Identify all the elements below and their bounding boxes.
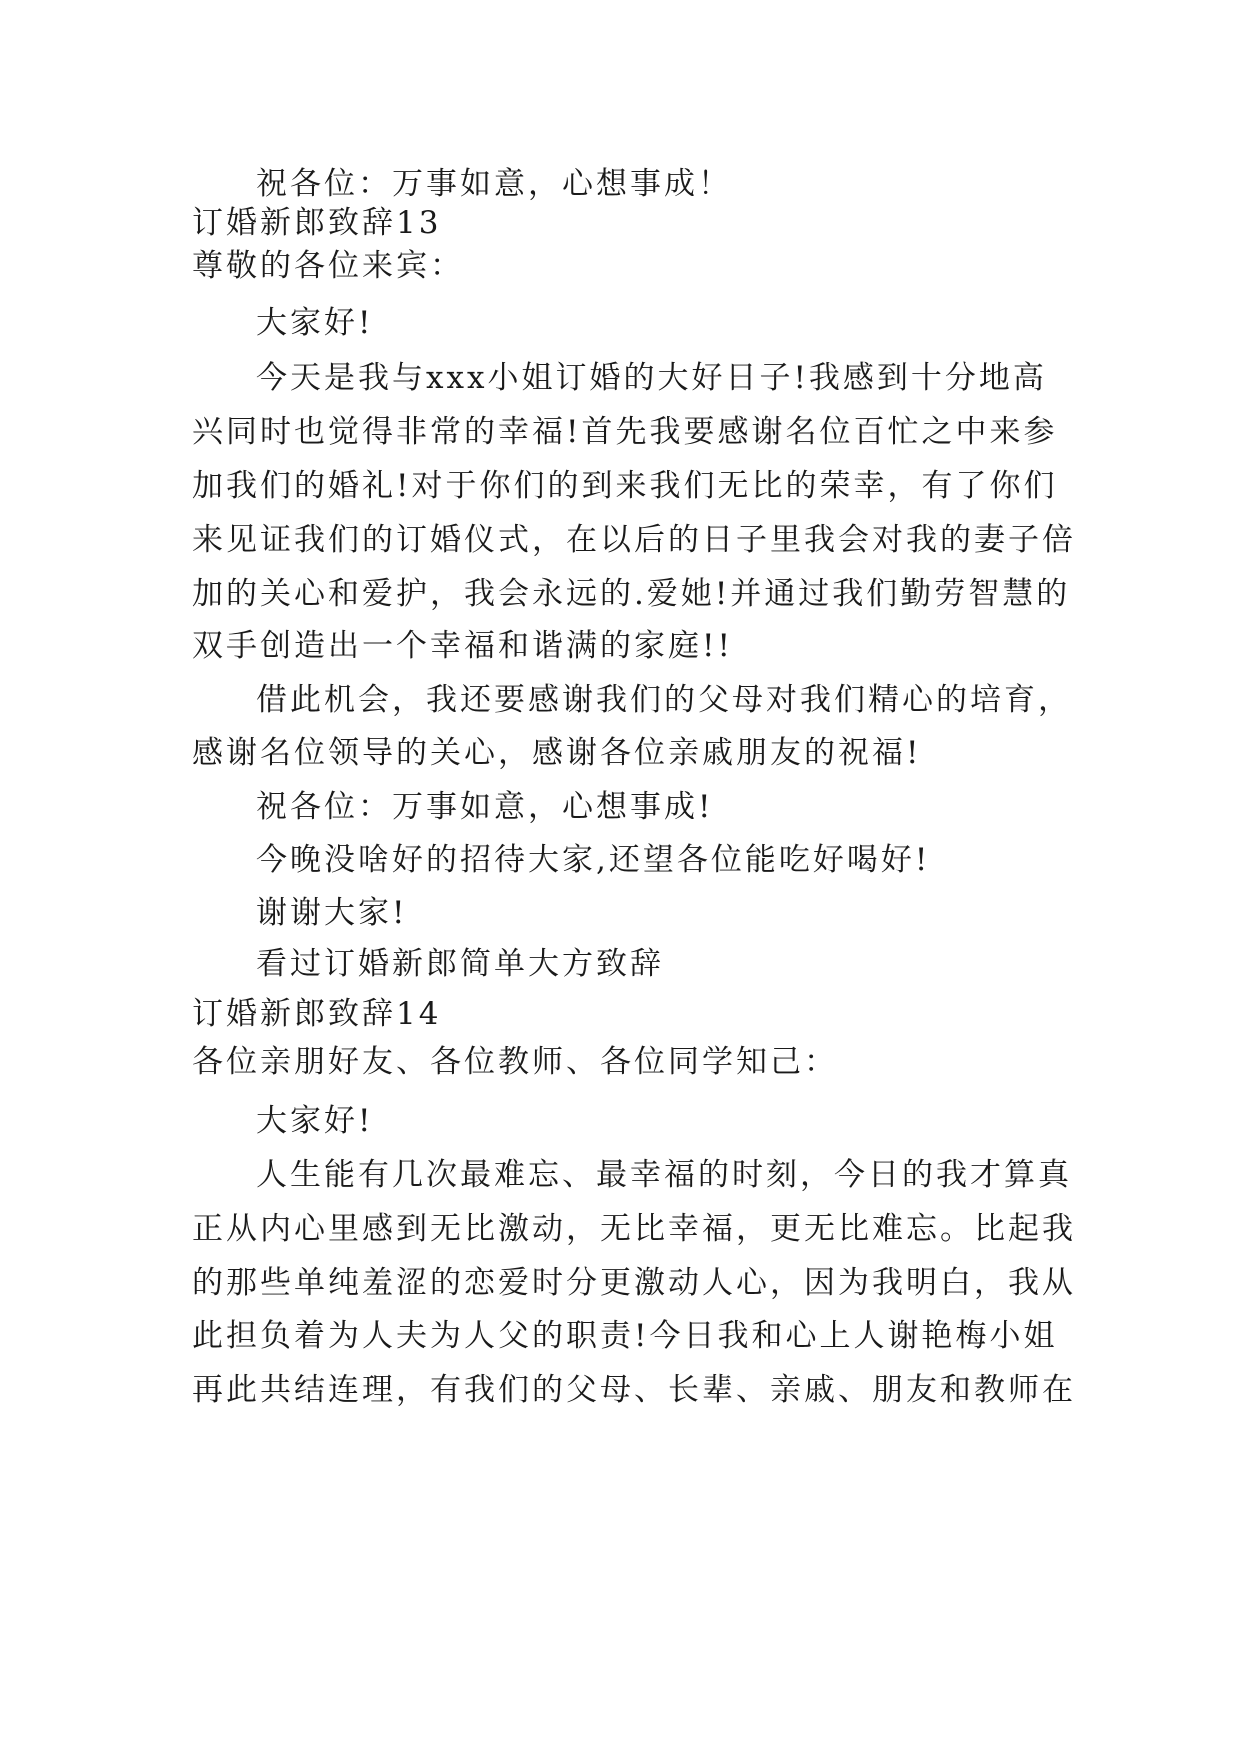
paragraph-line: 双手创造出一个幸福和谐满的家庭!! (192, 628, 733, 664)
paragraph-line: 兴同时也觉得非常的幸福!首先我要感谢名位百忙之中来参 (192, 414, 1058, 450)
greeting: 大家好! (256, 1103, 374, 1139)
thanks-line: 谢谢大家! (256, 895, 408, 931)
paragraph-line: 的那些单纯羞涩的恋爱时分更激动人心，因为我明白，我从 (192, 1265, 1076, 1301)
paragraph-line: 加的关心和爱护，我会永远的.爱她!并通过我们勤劳智慧的 (192, 576, 1071, 612)
paragraph-line: 人生能有几次最难忘、最幸福的时刻，今日的我才算真 (256, 1157, 1072, 1193)
paragraph-line: 正从内心里感到无比激动，无比幸福，更无比难忘。比起我 (192, 1211, 1076, 1247)
closing-wishes: 祝各位：万事如意，心想事成! (256, 789, 714, 825)
salutation: 各位亲朋好友、各位教师、各位同学知己： (192, 1044, 838, 1080)
paragraph-line: 来见证我们的订婚仪式，在以后的日子里我会对我的妻子倍 (192, 522, 1076, 558)
paragraph-line: 感谢名位领导的关心，感谢各位亲戚朋友的祝福! (192, 735, 922, 771)
section-heading-14: 订婚新郎致辞14 (192, 996, 442, 1032)
salutation: 尊敬的各位来宾： (192, 248, 464, 284)
paragraph-line: 此担负着为人夫为人父的职责!今日我和心上人谢艳梅小姐 (192, 1318, 1058, 1354)
see-also-line: 看过订婚新郎简单大方致辞 (256, 946, 664, 982)
paragraph-line: 今晚没啥好的招待大家,还望各位能吃好喝好! (256, 842, 931, 878)
closing-wishes: 祝各位：万事如意，心想事成！ (256, 166, 732, 202)
greeting: 大家好! (256, 305, 374, 341)
section-heading-13: 订婚新郎致辞13 (192, 205, 442, 241)
paragraph-line: 加我们的婚礼!对于你们的到来我们无比的荣幸，有了你们 (192, 468, 1058, 504)
paragraph-line: 今天是我与xxx小姐订婚的大好日子!我感到十分地高 (256, 360, 1047, 396)
paragraph-line: 借此机会，我还要感谢我们的父母对我们精心的培育， (256, 682, 1072, 718)
paragraph-line: 再此共结连理，有我们的父母、长辈、亲戚、朋友和教师在 (192, 1372, 1076, 1408)
